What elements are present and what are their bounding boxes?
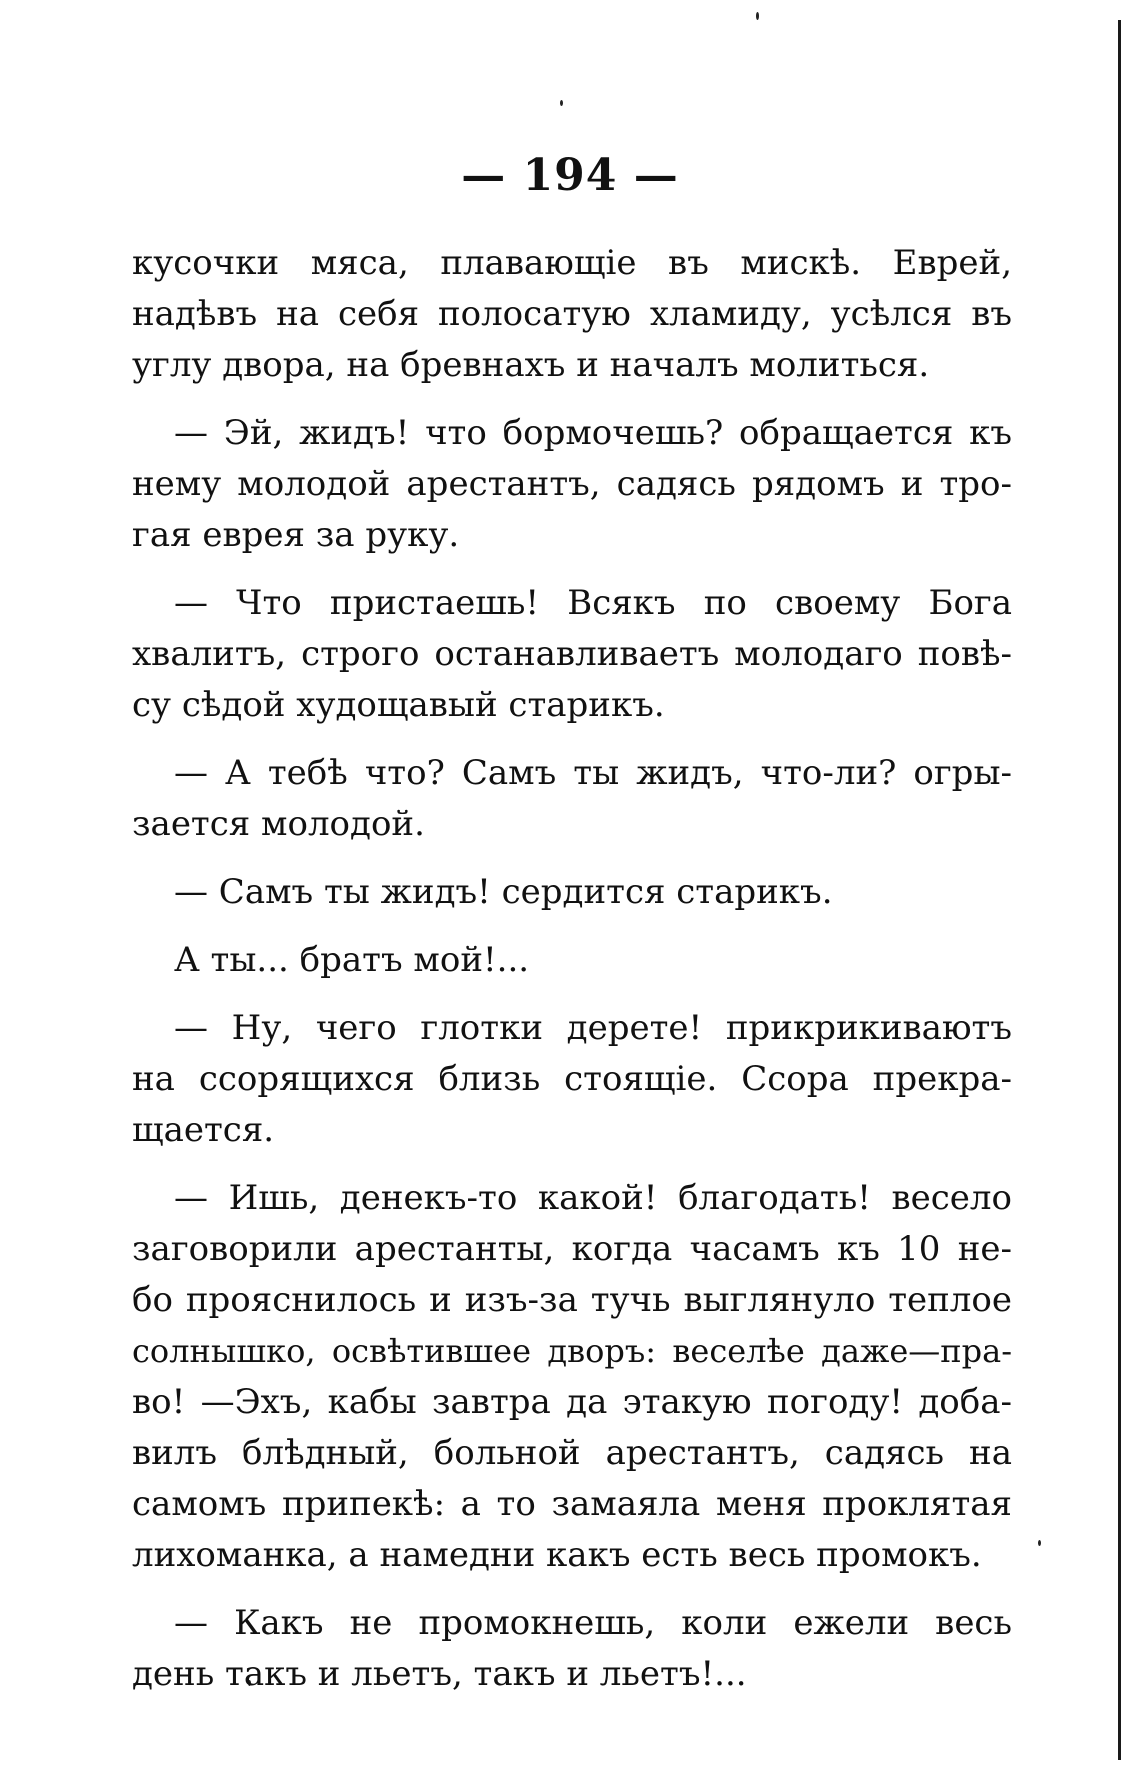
- print-speck: [756, 12, 759, 20]
- text-line: щается.: [132, 1110, 275, 1150]
- text-line: — Ну, чего глотки дерете! прикрикиваютъ: [174, 1008, 1012, 1048]
- text-line: — Ишь, денекъ-то какой! благодать! весело: [174, 1178, 1012, 1218]
- text-line: день такъ и льетъ, такъ и льетъ!...: [132, 1654, 747, 1694]
- text-line: — Какъ не промокнешь, коли ежели весь: [174, 1603, 1012, 1643]
- text-line: на ссорящихся близь стоящіе. Ссора прекра-: [132, 1059, 1012, 1099]
- text-line: лихоманка, а намедни какъ есть весь промокъ.: [132, 1535, 982, 1575]
- text-line: заговорили арестанты, когда часамъ къ 10 не-: [132, 1229, 1012, 1269]
- print-speck: [1038, 1540, 1041, 1546]
- text-line: самомъ припекѣ: а то замаяла меня проклятая: [132, 1484, 1012, 1524]
- text-line: зается молодой.: [132, 804, 425, 844]
- text-line: — А тебѣ что? Самъ ты жидъ, что-ли? огры-: [174, 753, 1012, 793]
- text-line: нему молодой арестантъ, садясь рядомъ и тро-: [132, 464, 1012, 504]
- text-line: су сѣдой худощавый старикъ.: [132, 685, 665, 725]
- text-line: гая еврея за руку.: [132, 515, 460, 555]
- text-line: А ты... братъ мой!...: [174, 940, 530, 980]
- text-line: — Самъ ты жидъ! сердится старикъ.: [174, 872, 833, 912]
- text-line: углу двора, на бревнахъ и началъ молиться.: [132, 345, 930, 385]
- body-text: [132, 238, 1012, 1700]
- print-speck: [560, 100, 563, 106]
- page-edge-line: [1118, 20, 1121, 1760]
- text-line: надѣвъ на себя полосатую хламиду, усѣлся въ: [132, 294, 1012, 334]
- page-number: — 194 —: [461, 150, 679, 201]
- text-line: вилъ блѣдный, больной арестантъ, садясь на: [132, 1433, 1012, 1473]
- text-line: хвалитъ, строго останавливаетъ молодаго повѣ-: [132, 634, 1012, 674]
- text-line: солнышко, освѣтившее дворъ: веселѣе даже—пра-: [132, 1332, 1012, 1370]
- text-line: — Что пристаешь! Всякъ по своему Бога: [174, 583, 1012, 623]
- text-line: во! —Эхъ, кабы завтра да этакую погоду! доба-: [132, 1382, 1012, 1422]
- text-line: кусочки мяса, плавающіе въ мискѣ. Еврей,: [132, 243, 1012, 283]
- text-line: бо прояснилось и изъ-за тучь выглянуло теплое: [132, 1280, 1012, 1320]
- text-line: — Эй, жидъ! что бормочешь? обращается къ: [174, 413, 1012, 453]
